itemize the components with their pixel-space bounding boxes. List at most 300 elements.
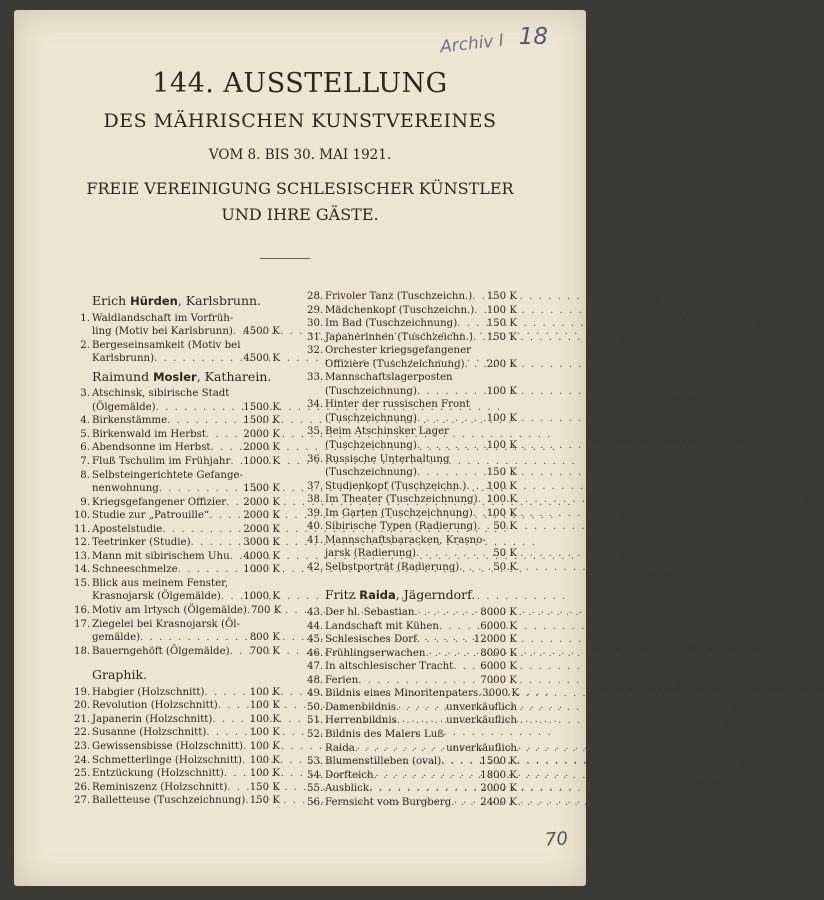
entry-last-line [325, 701, 517, 715]
entry-last-line [92, 686, 280, 700]
entry-number: 12. [74, 537, 91, 549]
leader-dots [221, 590, 243, 604]
artist-place: , Jägerndorf. [395, 587, 476, 603]
entry-title: Ferien [325, 674, 359, 686]
divider-rule [260, 258, 310, 259]
entry-title: Japanerin (Holzschnitt) [92, 713, 213, 725]
section-heading: Graphik. [92, 667, 148, 683]
entry-last-line [325, 660, 517, 674]
leader-dots [478, 493, 487, 507]
leader-dots [369, 782, 480, 796]
entry-last-line [92, 754, 280, 768]
entry-price: 1000 K [243, 591, 280, 603]
entry-last-line [92, 509, 280, 523]
leader-dots [156, 401, 244, 415]
catalog-entry [307, 714, 517, 728]
entry-title-line: Mannschaftsbaracken, Krasno- [325, 534, 486, 546]
organizer-title: DES MÄHRISCHEN KUNSTVEREINES [103, 110, 497, 132]
entry-number: 51. [307, 715, 324, 727]
catalog-entry [307, 728, 517, 755]
leader-dots [374, 769, 481, 783]
entry-number: 54. [307, 769, 324, 781]
catalog-entry [307, 796, 517, 810]
entry-last-line [92, 401, 280, 415]
entry-price: 2000 K [243, 442, 280, 454]
entry-title: Schneeschmelze [92, 564, 178, 576]
entry-title: Susanne (Holzschnitt) [92, 727, 207, 739]
entry-title: Bauerngehöft (Ölgemälde) [92, 645, 230, 657]
catalog-entry [74, 469, 280, 496]
catalog-entry [307, 480, 517, 494]
catalog-entry [74, 387, 280, 414]
entry-title: ling (Motiv bei Karlsbrunn) [92, 326, 233, 338]
leader-dots [154, 352, 243, 366]
entry-number: 38. [307, 494, 324, 506]
entry-number: 13. [74, 550, 91, 562]
entry-price: 8000 K [480, 607, 517, 619]
entry-number: 30. [307, 318, 324, 330]
entry-title: Japanerinnen (Tuschzeichn.) [325, 331, 473, 343]
entry-title: (Tuschzeichnung) [325, 385, 417, 397]
entry-price: 700 K [251, 605, 282, 617]
entry-price: 1000 K [243, 564, 280, 576]
entry-last-line [325, 547, 517, 561]
catalog-entry [74, 312, 280, 339]
catalog-page [14, 10, 586, 886]
entry-price: 7000 K [480, 674, 517, 686]
leader-dots [417, 412, 487, 426]
entry-last-line [325, 385, 517, 399]
entry-number: 4. [80, 415, 90, 427]
entry-title: Kriegsgefangener Offizier [92, 496, 227, 508]
leader-dots [477, 520, 493, 534]
entry-last-line [325, 412, 517, 426]
artist-heading [325, 588, 517, 603]
catalog-entry [74, 536, 280, 550]
entry-last-line [325, 520, 517, 534]
entry-title-line: Ziegelei bei Krasnojarsk (Öl- [92, 618, 240, 630]
entry-title: Raida [325, 742, 355, 754]
entry-price: 50 K [493, 521, 517, 533]
entry-number: 34. [307, 399, 324, 411]
entry-last-line [92, 631, 280, 645]
entry-last-line [92, 794, 280, 808]
catalog-entry [307, 290, 517, 304]
catalog-entry [307, 769, 517, 783]
artist-surname: Mosler [153, 369, 197, 384]
leader-dots [218, 699, 250, 713]
catalog-entry [307, 520, 517, 534]
entry-title-line: Mannschaftslagerposten [325, 372, 453, 384]
handwritten-archive-note: Archiv I [439, 30, 505, 58]
entry-number: 39. [307, 507, 324, 519]
catalog-entry [307, 371, 517, 398]
entry-last-line [92, 523, 280, 537]
entry-price: 2000 K [243, 428, 280, 440]
entry-number: 20. [74, 700, 91, 712]
entry-number: 24. [74, 754, 91, 766]
entry-last-line [325, 769, 517, 783]
entry-number: 10. [74, 510, 91, 522]
entry-price: unverkäuflich [446, 715, 517, 727]
catalog-entry [307, 398, 517, 425]
entry-title: Herrenbildnis [325, 715, 397, 727]
leader-dots [230, 550, 244, 564]
entry-title: Entzückung (Holzschnitt) [92, 768, 224, 780]
entry-price: 150 K [486, 331, 517, 343]
leader-dots [230, 455, 243, 469]
entry-title: Im Bad (Tuschzeichnung) [325, 318, 458, 330]
entry-number: 7. [80, 456, 90, 468]
entry-price: 1500 K [243, 401, 280, 413]
catalog-entry [307, 344, 517, 371]
entry-last-line [92, 482, 280, 496]
entry-number: 35. [307, 426, 324, 438]
artist-surname: Hürden [130, 294, 178, 308]
entry-price: 100 K [486, 480, 517, 492]
leader-dots [474, 304, 486, 318]
entry-title: Mann mit sibirischem Uhu [92, 550, 230, 562]
catalog-entry [74, 339, 280, 366]
entry-price: 4500 K [243, 326, 280, 338]
entry-title: Birkenwald im Herbst [92, 428, 206, 440]
entry-price: 4000 K [243, 550, 280, 562]
entry-last-line [325, 466, 517, 480]
entry-number: 11. [74, 523, 91, 535]
leader-dots [233, 325, 243, 339]
entry-number: 21. [74, 713, 91, 725]
entry-price: 100 K [486, 440, 517, 452]
entry-title: Selbstporträt (Radierung) [325, 561, 460, 573]
leader-dots [417, 633, 474, 647]
leader-dots [459, 561, 493, 575]
entry-number: 41. [307, 534, 324, 546]
entry-title-line: Beim Atschinsker Lager [325, 426, 450, 438]
entry-last-line [92, 604, 280, 618]
entry-title: Dorfteich [325, 769, 374, 781]
entry-last-line [325, 561, 517, 575]
entry-title: Fluß Tschulim im Frühjahr [92, 456, 231, 468]
catalog-entry [307, 453, 517, 480]
entry-price: 100 K [249, 727, 280, 739]
leader-dots [441, 755, 480, 769]
entry-last-line [92, 536, 280, 550]
catalog-entry [307, 561, 517, 575]
entry-title: Sibirische Typen (Radierung) [325, 521, 478, 533]
leader-dots [212, 713, 249, 727]
leader-dots [191, 536, 244, 550]
entry-price: 2000 K [480, 783, 517, 795]
entry-price: 100 K [486, 304, 517, 316]
entry-last-line [325, 493, 517, 507]
entry-title: Damenbildnis [325, 701, 397, 713]
leader-dots [397, 714, 446, 728]
catalog-column-right [307, 290, 517, 809]
entry-number: 18. [74, 645, 91, 657]
entry-price: 6000 K [480, 661, 517, 673]
entry-title: Birkenstämme [92, 415, 168, 427]
leader-dots [211, 441, 244, 455]
catalog-entry [307, 317, 517, 331]
catalog-entry [74, 577, 280, 604]
entry-last-line [325, 290, 517, 304]
leader-dots [414, 606, 480, 620]
entry-price: 12000 K [473, 634, 517, 646]
entry-number: 50. [307, 701, 324, 713]
entry-title: Abendsonne im Herbst [92, 442, 211, 454]
entry-price: 1000 K [243, 456, 280, 468]
catalog-column-left [74, 290, 280, 808]
leader-dots [224, 767, 250, 781]
leader-dots [227, 781, 249, 795]
catalog-entry [307, 755, 517, 769]
entry-title: Landschaft mit Kühen [325, 620, 439, 632]
catalog-entry [307, 782, 517, 796]
catalog-entry [74, 428, 280, 442]
catalog-entry [74, 686, 280, 700]
entry-title-line: Orchester kriegsgefangener [325, 345, 472, 357]
catalog-entry [74, 441, 280, 455]
catalog-entry [74, 550, 280, 564]
entry-title: Studienkopf (Tuschzeichn.) [325, 480, 467, 492]
catalog-entry [307, 701, 517, 715]
artist-first-name: Fritz [325, 587, 360, 603]
entry-title: Bildnis eines Minoritenpaters [325, 688, 479, 700]
group-title-line2: UND IHRE GÄSTE. [221, 205, 379, 224]
leader-dots [243, 740, 250, 754]
entry-last-line [92, 441, 280, 455]
entry-title: Schlesisches Dorf [325, 634, 417, 646]
artist-first-name: Erich [92, 293, 131, 308]
entry-price: 200 K [486, 358, 517, 370]
catalog-entry [307, 304, 517, 318]
leader-dots [140, 631, 250, 645]
entry-title: Studie zur „Patrouille“ [92, 510, 210, 522]
entry-title: Blumenstilleben (oval) [325, 756, 442, 768]
entry-last-line [92, 713, 280, 727]
leader-dots [159, 482, 243, 496]
entry-number: 23. [74, 740, 91, 752]
entry-price: 150 K [486, 291, 517, 302]
leader-dots [417, 385, 487, 399]
entry-price: 2000 K [243, 496, 280, 508]
entry-price: 3000 K [243, 537, 280, 549]
entry-last-line [325, 480, 517, 494]
entry-title: gemälde) [92, 632, 141, 644]
entry-last-line [92, 726, 280, 740]
entry-number: 9. [80, 496, 90, 508]
entry-title: Der hl. Sebastian [325, 607, 415, 619]
entry-price: 150 K [486, 318, 517, 330]
entry-price: 700 K [249, 645, 280, 657]
entry-title-line: Waldlandschaft im Vorfrüh- [92, 312, 234, 324]
leader-dots [206, 726, 249, 740]
leader-dots [453, 660, 480, 674]
entry-last-line [92, 590, 280, 604]
entry-number: 6. [80, 442, 90, 454]
entry-title: Frühlingserwachen [325, 647, 426, 659]
entry-price: 800 K [249, 632, 280, 644]
entry-price: 100 K [486, 385, 517, 397]
entry-title: Schmetterlinge (Holzschnitt) [92, 754, 242, 766]
catalog-entry [307, 674, 517, 688]
entry-last-line [92, 699, 280, 713]
catalog-entry [307, 606, 517, 620]
entry-last-line [325, 674, 517, 688]
entry-last-line [92, 352, 280, 366]
entry-title-line: Hinter der russischen Front [325, 399, 470, 411]
entry-last-line [325, 304, 517, 318]
entry-price: 100 K [249, 740, 280, 752]
entry-price: 1500 K [480, 756, 517, 768]
entry-number: 1. [80, 312, 90, 324]
entry-price: 150 K [249, 795, 280, 807]
entry-number: 29. [307, 304, 324, 316]
catalog-entry [307, 534, 517, 561]
entry-price: 8000 K [480, 647, 517, 659]
entry-title: Motiv am Irtysch (Ölgemälde) [92, 605, 248, 617]
leader-dots [209, 509, 243, 523]
entry-title: (Tuschzeichnung) [325, 467, 417, 479]
artist-heading [92, 370, 280, 385]
entry-title: jarsk (Radierung) [325, 548, 416, 560]
entry-number: 15. [74, 577, 91, 589]
entry-number: 53. [307, 756, 324, 768]
entry-price: 50 K [493, 548, 517, 560]
entry-title-line: Blick aus meinem Fenster, [92, 577, 229, 589]
entry-number: 28. [307, 291, 324, 302]
catalog-entry [74, 740, 280, 754]
catalog-entry [307, 633, 517, 647]
entry-title-line: Selbsteingerichtete Gefange- [92, 469, 243, 481]
catalog-entry [307, 647, 517, 661]
leader-dots [466, 480, 486, 494]
entry-price: 100 K [486, 507, 517, 519]
entry-number: 52. [307, 728, 324, 740]
catalog-entry [74, 754, 280, 768]
leader-dots [178, 563, 244, 577]
entry-number: 32. [307, 345, 324, 357]
catalog-entry [307, 331, 517, 345]
leader-dots [226, 496, 243, 510]
entry-price: 100 K [249, 754, 280, 766]
entry-price: 100 K [486, 494, 517, 506]
leader-dots [358, 674, 480, 688]
entry-title: nenwohnung [92, 483, 159, 495]
leader-dots [206, 428, 243, 442]
entry-title: Karlsbrunn) [92, 353, 155, 365]
entry-price: 4500 K [243, 353, 280, 365]
catalog-entry [74, 713, 280, 727]
entry-last-line [325, 507, 517, 521]
entry-last-line [325, 620, 517, 634]
entry-last-line [325, 782, 517, 796]
entry-price: 2400 K [480, 796, 517, 808]
catalog-entry [307, 660, 517, 674]
entry-last-line [325, 714, 517, 728]
leader-dots [242, 754, 250, 768]
entry-last-line [92, 563, 280, 577]
entry-title: (Tuschzeichnung) [325, 440, 417, 452]
entry-number: 2. [80, 339, 90, 351]
entry-title: Habgier (Holzschnitt) [92, 686, 205, 698]
entry-title: Im Garten (Tuschzeichnung) [325, 507, 473, 519]
entry-number: 56. [307, 796, 324, 808]
entry-last-line [92, 325, 280, 339]
entry-number: 33. [307, 372, 324, 384]
exhibition-title: 144. AUSSTELLUNG [152, 68, 448, 99]
entry-price: 100 K [249, 700, 280, 712]
entry-number: 19. [74, 686, 91, 698]
catalog-entry [74, 496, 280, 510]
entry-price: 1500 K [243, 415, 280, 427]
catalog-entry [74, 781, 280, 795]
leader-dots [439, 620, 480, 634]
entry-last-line [325, 687, 517, 701]
catalog-entry [307, 425, 517, 452]
entry-last-line [325, 742, 517, 756]
leader-dots [205, 686, 250, 700]
leader-dots [417, 466, 487, 480]
entry-title: Frivoler Tanz (Tuschzeichn.) [325, 291, 473, 302]
entry-last-line [325, 331, 517, 345]
catalog-entry [74, 414, 280, 428]
entry-title: Gewissensbisse (Holzschnitt) [92, 740, 244, 752]
leader-dots [162, 523, 243, 537]
entry-price: 1800 K [480, 769, 517, 781]
entry-last-line [325, 647, 517, 661]
entry-title: Offiziere (Tuschzeichnung) [325, 358, 465, 370]
entry-last-line [92, 645, 280, 659]
handwritten-sheet-number: 18 [518, 24, 548, 50]
entry-number: 45. [307, 634, 324, 646]
entry-number: 36. [307, 453, 324, 465]
catalog-entry [74, 523, 280, 537]
entry-price: unverkäuflich [446, 701, 517, 713]
entry-number: 25. [74, 768, 91, 780]
entry-number: 26. [74, 781, 91, 793]
catalog-entry [74, 455, 280, 469]
artist-first-name: Raimund [92, 368, 154, 384]
entry-title: Krasnojarsk (Ölgemälde) [92, 591, 221, 603]
entry-title: Fernsicht vom Burgberg [325, 796, 452, 808]
entry-price: 100 K [249, 768, 280, 780]
entry-price: 100 K [249, 686, 280, 698]
leader-dots [396, 701, 446, 715]
leader-dots [451, 796, 480, 810]
entry-price: 50 K [493, 561, 517, 573]
catalog-entry [307, 493, 517, 507]
entry-title: In altschlesischer Tracht [325, 661, 454, 673]
entry-number: 55. [307, 783, 324, 795]
entry-number: 47. [307, 661, 324, 673]
entry-number: 22. [74, 727, 91, 739]
catalog-entry [74, 645, 280, 659]
handwritten-page-number: 70 [544, 828, 569, 851]
catalog-entry [74, 618, 280, 645]
entry-price: 100 K [249, 713, 280, 725]
entry-title-line: Bildnis des Malers Luß [325, 728, 445, 740]
entry-number: 44. [307, 620, 324, 632]
leader-dots [167, 414, 243, 428]
leader-dots [473, 507, 487, 521]
catalog-entry [74, 767, 280, 781]
leader-dots [355, 742, 446, 756]
entry-title: (Ölgemälde) [92, 401, 156, 413]
entry-last-line [92, 550, 280, 564]
leader-dots [472, 290, 486, 304]
exhibition-dates: VOM 8. BIS 30. MAI 1921. [208, 147, 392, 163]
